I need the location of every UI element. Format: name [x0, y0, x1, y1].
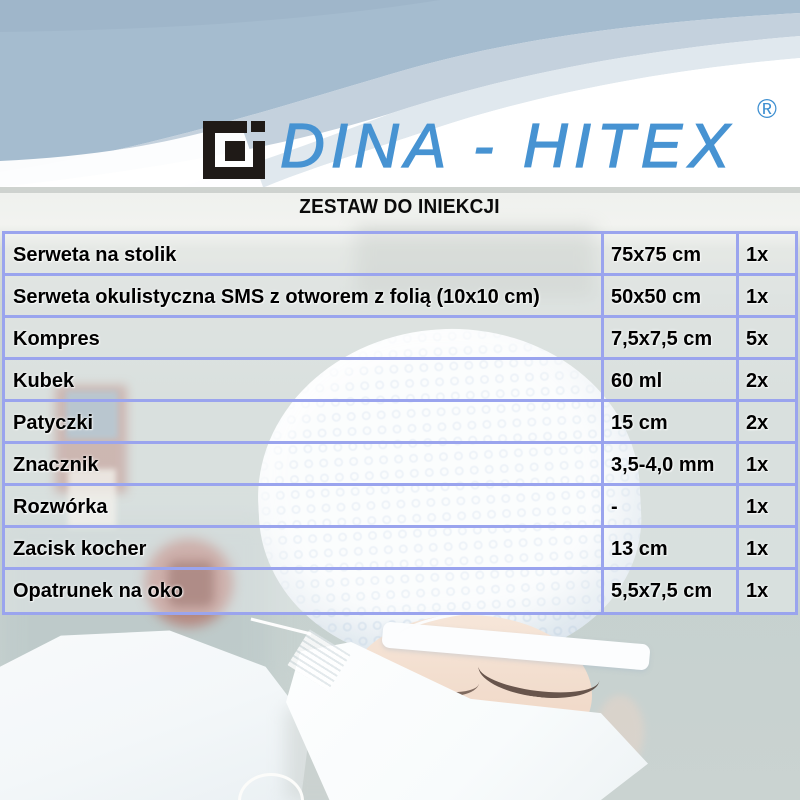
item-qty-cell: 5x [739, 318, 795, 360]
item-qty-cell: 2x [739, 402, 795, 444]
item-qty-cell: 1x [739, 444, 795, 486]
item-size-cell: 50x50 cm [604, 276, 739, 318]
brand-logo [0, 0, 800, 187]
item-size-cell: 60 ml [604, 360, 739, 402]
item-name-cell: Kubek [5, 360, 604, 402]
item-size-cell: 75x75 cm [604, 234, 739, 276]
item-size-cell: - [604, 486, 739, 528]
item-qty-cell: 1x [739, 570, 795, 612]
brand-logo-text: DINA - HITEX [280, 112, 736, 181]
item-name-cell: Serweta na stolik [5, 234, 604, 276]
item-qty-cell: 1x [739, 234, 795, 276]
item-name-cell: Opatrunek na oko [5, 570, 604, 612]
item-size-cell: 3,5-4,0 mm [604, 444, 739, 486]
item-qty-cell: 1x [739, 528, 795, 570]
registered-trademark-symbol: ® [757, 94, 777, 124]
dina-hitex-square-logo-icon [203, 121, 265, 179]
item-name-cell: Serweta okulistyczna SMS z otworem z folią (10x10 cm) [5, 276, 604, 318]
header-banner [0, 0, 800, 187]
item-name-cell: Zacisk kocher [5, 528, 604, 570]
item-name-cell: Patyczki [5, 402, 604, 444]
item-size-cell: 5,5x7,5 cm [604, 570, 739, 612]
item-name-cell: Rozwórka [5, 486, 604, 528]
item-size-cell: 15 cm [604, 402, 739, 444]
item-name-cell: Znacznik [5, 444, 604, 486]
item-qty-cell: 2x [739, 360, 795, 402]
item-size-cell: 7,5x7,5 cm [604, 318, 739, 360]
item-size-cell: 13 cm [604, 528, 739, 570]
item-qty-cell: 1x [739, 486, 795, 528]
item-qty-cell: 1x [739, 276, 795, 318]
page-title: ZESTAW DO INIEKCJI [299, 196, 501, 218]
contents-table [2, 231, 798, 615]
sheet-title-bar [0, 196, 800, 219]
photo-top-edge [0, 187, 800, 193]
item-name-cell: Kompres [5, 318, 604, 360]
